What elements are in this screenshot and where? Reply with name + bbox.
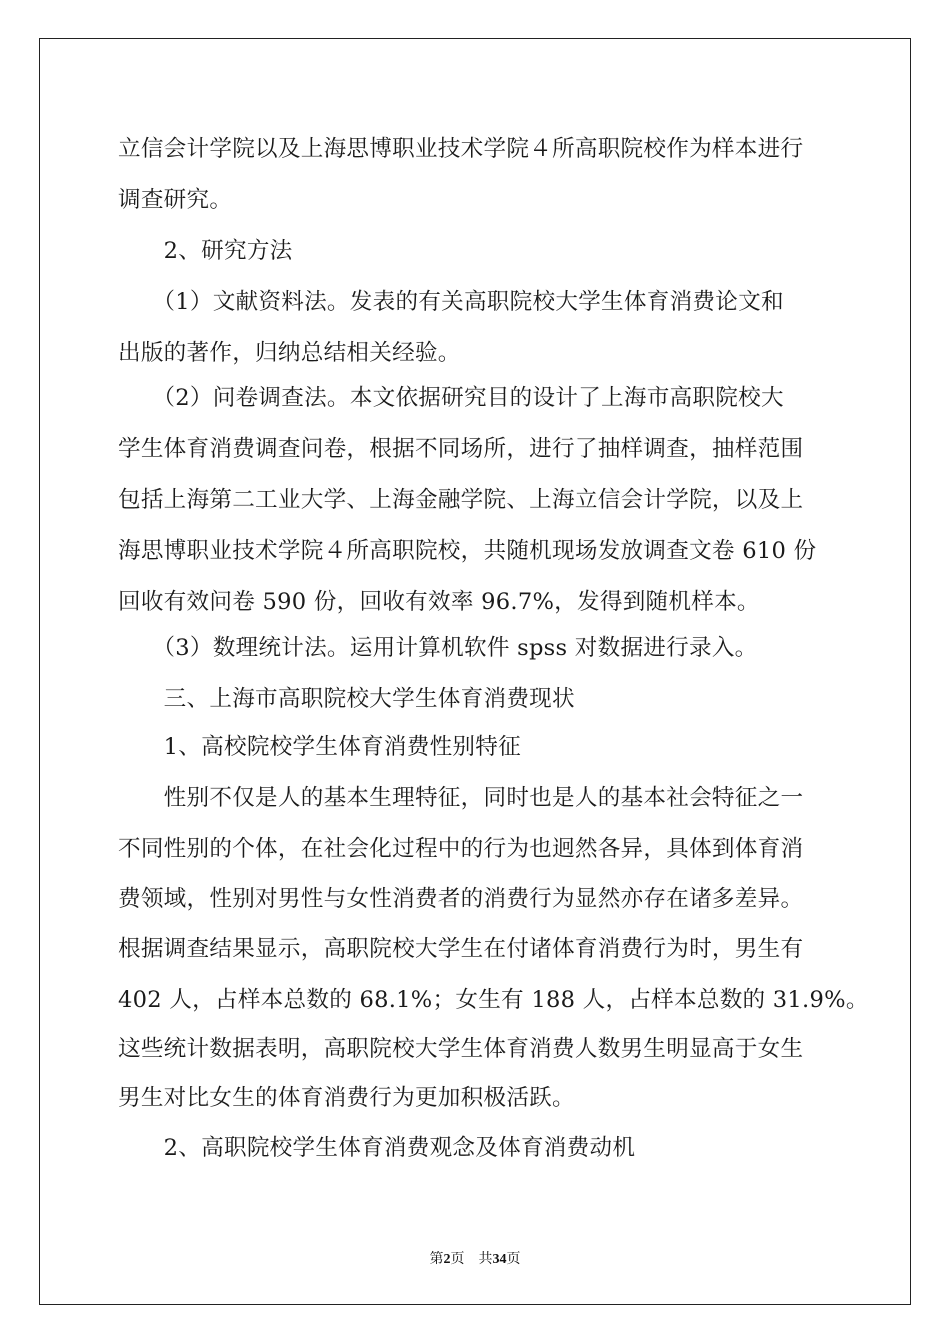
text-line: 性别不仅是人的基本生理特征，同时也是人的基本社会特征之一 [118, 785, 804, 811]
text-line: 海思博职业技术学院４所高职院校，共随机现场发放调查文卷 610 份 [118, 538, 817, 564]
total-pages-suffix: 页 [506, 1252, 521, 1267]
page-number-suffix: 页 [450, 1252, 465, 1267]
section-heading: 1、高校院校学生体育消费性别特征 [118, 734, 521, 760]
text-line: 费领域，性别对男性与女性消费者的消费行为显然亦存在诸多差异。 [118, 886, 804, 912]
text-line: 根据调查结果显示，高职院校大学生在付诸体育消费行为时，男生有 [118, 936, 804, 962]
text-line: 不同性别的个体，在社会化过程中的行为也迥然各异，具体到体育消 [118, 836, 804, 862]
total-pages-prefix: 共 [478, 1252, 493, 1267]
page-footer [0, 1248, 950, 1268]
page-border [39, 38, 911, 1305]
text-line: 回收有效问卷 590 份，回收有效率 96.7%，发得到随机样本。 [118, 589, 760, 615]
page-number: 2 [443, 1252, 451, 1267]
section-heading: 2、高职院校学生体育消费观念及体育消费动机 [118, 1135, 636, 1161]
text-line: （2）问卷调查法。本文依据研究目的设计了上海市高职院校大 [118, 385, 784, 411]
section-heading: 三、上海市高职院校大学生体育消费现状 [118, 686, 575, 712]
text-line: 这些统计数据表明，高职院校大学生体育消费人数男生明显高于女生 [118, 1036, 804, 1062]
text-line: 调查研究。 [118, 187, 233, 213]
text-line: 出版的著作，归纳总结相关经验。 [118, 340, 461, 366]
text-line: （3）数理统计法。运用计算机软件 spss 对数据进行录入。 [118, 635, 758, 661]
text-line: （1）文献资料法。发表的有关高职院校大学生体育消费论文和 [118, 289, 784, 315]
text-line: 立信会计学院以及上海思博职业技术学院４所高职院校作为样本进行 [118, 136, 804, 162]
section-heading: 2、研究方法 [118, 238, 293, 264]
text-line: 男生对比女生的体育消费行为更加积极活跃。 [118, 1085, 575, 1111]
text-line: 学生体育消费调查问卷，根据不同场所，进行了抽样调查，抽样范围 [118, 436, 804, 462]
text-line: 包括上海第二工业大学、上海金融学院、上海立信会计学院，以及上 [118, 487, 804, 513]
page-number-prefix: 第 [429, 1252, 444, 1267]
text-line: 402 人，占样本总数的 68.1%；女生有 188 人，占样本总数的 31.9%。 [118, 987, 869, 1013]
total-pages: 34 [492, 1252, 507, 1267]
